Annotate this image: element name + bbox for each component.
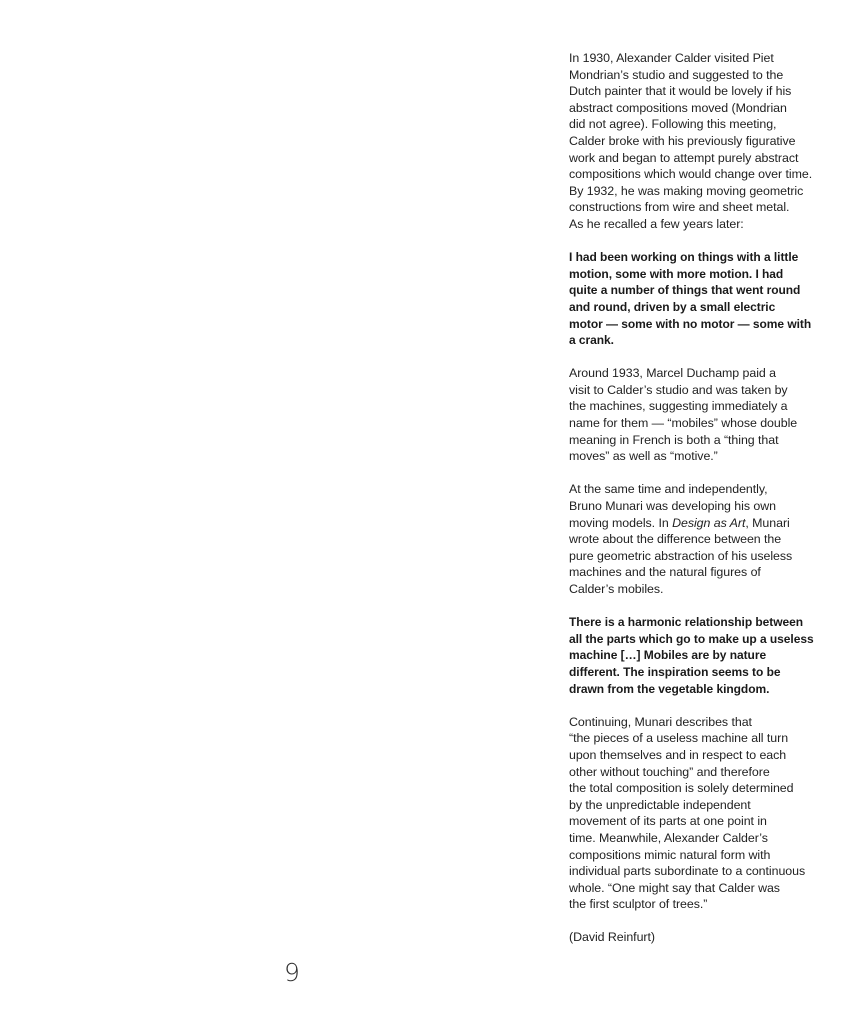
text-line: the machines, suggesting immediately a xyxy=(569,399,788,414)
text-line: By 1932, he was making moving geometric xyxy=(569,183,804,198)
text-line: At the same time and independently, xyxy=(569,482,768,497)
body-paragraph xyxy=(569,929,839,946)
text-line: time. Meanwhile, Alexander Calder’s xyxy=(569,830,768,845)
text-line: different. The inspiration seems to be xyxy=(569,664,781,679)
text-line: and round, driven by a small electric xyxy=(569,299,776,314)
text-line: (David Reinfurt) xyxy=(569,930,655,945)
text-line: There is a harmonic relationship between xyxy=(569,615,804,630)
block-quote xyxy=(569,614,839,697)
text-line: meaning in French is both a “thing that xyxy=(569,432,779,447)
text-line: Around 1933, Marcel Duchamp paid a xyxy=(569,366,776,381)
text-line: Calder broke with his previously figurative xyxy=(569,133,796,148)
text-line: upon themselves and in respect to each xyxy=(569,747,787,762)
text-line: quite a number of things that went round xyxy=(569,283,801,298)
text-line: “the pieces of a useless machine all turn xyxy=(569,731,789,746)
text-line: name for them — “mobiles” whose double xyxy=(569,416,798,431)
book-title: Design as Art xyxy=(672,515,746,530)
text-line: motor — some with no motor — some with xyxy=(569,316,812,331)
text-segment: , Munari xyxy=(745,515,790,530)
text-line: Bruno Munari was developing his own xyxy=(569,499,776,514)
text-line: pure geometric abstraction of his useless xyxy=(569,548,793,563)
text-line: whole. “One might say that Calder was xyxy=(569,880,780,895)
text-line: Dutch painter that it would be lovely if his xyxy=(569,84,792,99)
block-quote xyxy=(569,249,839,349)
text-line: I had been working on things with a little xyxy=(569,250,799,265)
text-line: visit to Calder’s studio and was taken by xyxy=(569,382,788,397)
text-line: a crank. xyxy=(569,333,614,348)
text-line: by the unpredictable independent xyxy=(569,797,751,812)
body-paragraph xyxy=(569,481,839,597)
text-line: motion, some with more motion. I had xyxy=(569,266,784,281)
text-line xyxy=(569,515,839,532)
text-line: Calder’s mobiles. xyxy=(569,582,664,596)
text-line: other without touching” and therefore xyxy=(569,764,770,779)
text-line: Continuing, Munari describes that xyxy=(569,714,752,729)
text-line: Mondrian’s studio and suggested to the xyxy=(569,67,784,82)
body-paragraph xyxy=(569,50,839,233)
page-number: 9 xyxy=(284,958,300,987)
text-line: all the parts which go to make up a useless xyxy=(569,631,814,646)
body-paragraph xyxy=(569,365,839,465)
text-line: the first sculptor of trees.” xyxy=(569,897,708,912)
article-text xyxy=(569,50,839,963)
text-line: wrote about the difference between the xyxy=(569,532,782,547)
text-line: machines and the natural figures of xyxy=(569,565,761,580)
text-line: machine […] Mobiles are by nature xyxy=(569,648,767,663)
text-line: compositions which would change over time. xyxy=(569,167,813,182)
text-line: drawn from the vegetable kingdom. xyxy=(569,681,770,696)
text-line: abstract compositions moved (Mondrian xyxy=(569,100,787,115)
text-line: constructions from wire and sheet metal. xyxy=(569,200,790,215)
text-line: work and began to attempt purely abstract xyxy=(569,150,799,165)
body-paragraph xyxy=(569,714,839,913)
text-line: movement of its parts at one point in xyxy=(569,814,767,829)
text-line: moves” as well as “motive.” xyxy=(569,449,718,464)
text-line: did not agree). Following this meeting, xyxy=(569,117,777,132)
text-segment: moving models. In xyxy=(569,515,673,530)
text-line: individual parts subordinate to a continuous xyxy=(569,864,806,879)
text-line: the total composition is solely determined xyxy=(569,781,794,796)
text-line: As he recalled a few years later: xyxy=(569,216,744,231)
text-line: In 1930, Alexander Calder visited Piet xyxy=(569,51,774,65)
text-line: compositions mimic natural form with xyxy=(569,847,771,862)
